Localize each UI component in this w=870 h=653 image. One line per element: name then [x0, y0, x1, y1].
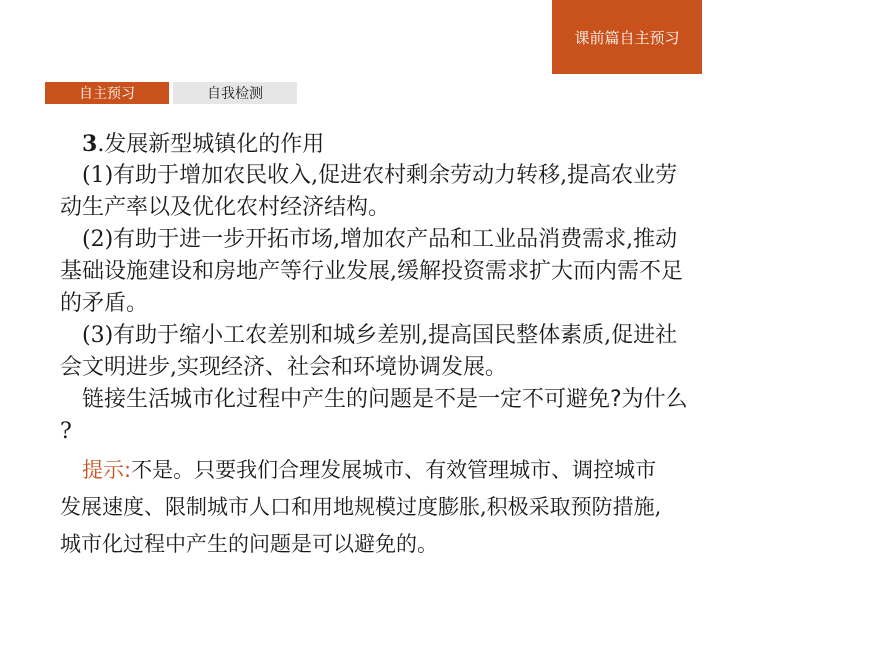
tab-self-preview[interactable]: 自主预习	[45, 82, 169, 104]
question-line-2: ?	[60, 419, 72, 444]
section-label: 课前篇自主预习	[552, 0, 702, 74]
paragraph-1-line-2: 动生产率以及优化农村经济结构。	[60, 195, 391, 220]
tab-bar	[45, 82, 297, 104]
tab-self-check[interactable]: 自我检测	[173, 82, 297, 104]
paragraph-2-line-3: 的矛盾。	[60, 291, 149, 316]
hint-line-3: 城市化过程中产生的问题是可以避免的。	[60, 532, 438, 556]
paragraph-3-line-1: (3)有助于缩小工农差别和城乡差别,提高国民整体素质,促进社	[82, 323, 678, 348]
hint-label: 提示:	[82, 458, 132, 482]
paragraph-1-line-1: (1)有助于增加农民收入,促进农村剩余劳动力转移,提高农业劳	[82, 163, 678, 188]
question-line-1: 链接生活城市化过程中产生的问题是不是一定不可避免?为什么	[82, 387, 688, 412]
paragraph-2-line-1: (2)有助于进一步开拓市场,增加农产品和工业品消费需求,推动	[82, 227, 678, 252]
hint-line-1	[60, 452, 820, 489]
lesson-content	[60, 128, 820, 563]
hint-text-1: 不是。只要我们合理发展城市、有效管理城市、调控城市	[131, 458, 657, 482]
paragraph-3-line-2: 会文明进步,实现经济、社会和环境协调发展。	[60, 355, 507, 380]
heading-number: 3	[82, 131, 98, 157]
section-heading	[60, 128, 820, 160]
heading-text: .发展新型城镇化的作用	[97, 132, 325, 157]
paragraph-2-line-2: 基础设施建设和房地产等行业发展,缓解投资需求扩大而内需不足	[60, 259, 683, 284]
hint-line-2: 发展速度、限制城市人口和用地规模过度膨胀,积极采取预防措施,	[60, 495, 662, 519]
